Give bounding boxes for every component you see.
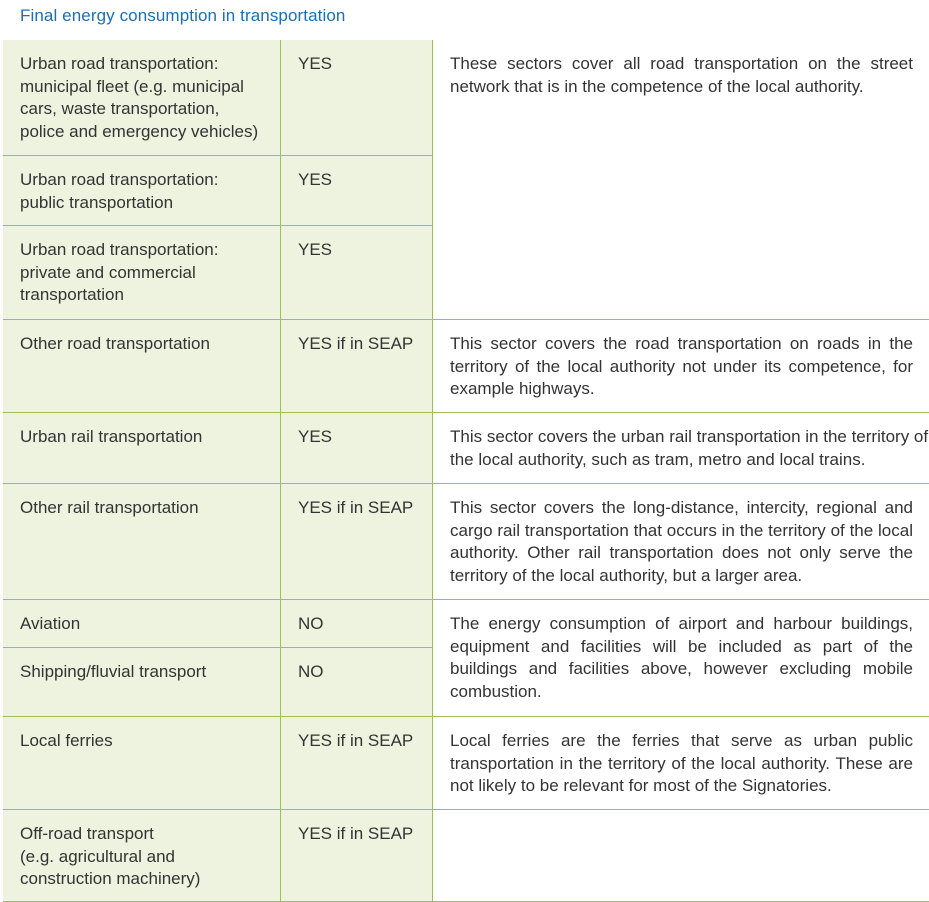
inclusion-cell: NO (281, 600, 433, 648)
table-row (3, 40, 929, 156)
table-row (3, 320, 929, 413)
sector-cell: Urban road transportation: public transportation (3, 156, 281, 226)
inclusion-cell: YES (281, 226, 433, 320)
inclusion-cell: YES (281, 40, 433, 156)
inclusion-cell: NO (281, 648, 433, 717)
transport-energy-table (3, 40, 929, 902)
note-cell: This sector covers the road transportation on roads in the territory of the local authority not under its competence, for example highways. (433, 320, 929, 413)
inclusion-cell: YES if in SEAP (281, 810, 433, 902)
sector-cell: Urban road transportation: municipal fleet (e.g. municipal cars, waste transportation, police and emergency vehicles) (3, 40, 281, 156)
note-cell (433, 810, 929, 902)
sector-cell: Other road transportation (3, 320, 281, 413)
note-cell: Local ferries are the ferries that serve as urban public transportation in the territory of the local authority. These are not likely to be relevant for most of the Signatories. (433, 717, 929, 810)
sector-cell: Shipping/fluvial transport (3, 648, 281, 717)
inclusion-cell: YES (281, 413, 433, 484)
table-row (3, 717, 929, 810)
note-cell: This sector covers the long-distance, intercity, regional and cargo rail transportation that occurs in the territory of the local authority. Other rail transportation does not only serve the territory of the local authority, but a larger area. (433, 484, 929, 600)
inclusion-cell: YES if in SEAP (281, 484, 433, 600)
sector-cell: Urban road transportation: private and commercial transportation (3, 226, 281, 320)
sector-cell: Other rail transportation (3, 484, 281, 600)
sector-cell: Urban rail transportation (3, 413, 281, 484)
note-cell: This sector covers the urban rail transportation in the territory of the local authority, such as tram, metro and local trains. (433, 413, 929, 484)
sector-cell: Off-road transport (e.g. agricultural and construction machinery) (3, 810, 281, 902)
table-row (3, 810, 929, 902)
note-cell: The energy consumption of airport and harbour buildings, equipment and facilities will be included as part of the buildings and facilities above, however excluding mobile combustion. (433, 600, 929, 717)
sector-cell: Aviation (3, 600, 281, 648)
table-row (3, 484, 929, 600)
inclusion-cell: YES (281, 156, 433, 226)
table-title: Final energy consumption in transportation (20, 6, 346, 26)
inclusion-cell: YES if in SEAP (281, 717, 433, 810)
sector-cell: Local ferries (3, 717, 281, 810)
inclusion-cell: YES if in SEAP (281, 320, 433, 413)
note-cell: These sectors cover all road transportation on the street network that is in the competence of the local authority. (433, 40, 929, 320)
table-row (3, 600, 929, 648)
table-row (3, 413, 929, 484)
